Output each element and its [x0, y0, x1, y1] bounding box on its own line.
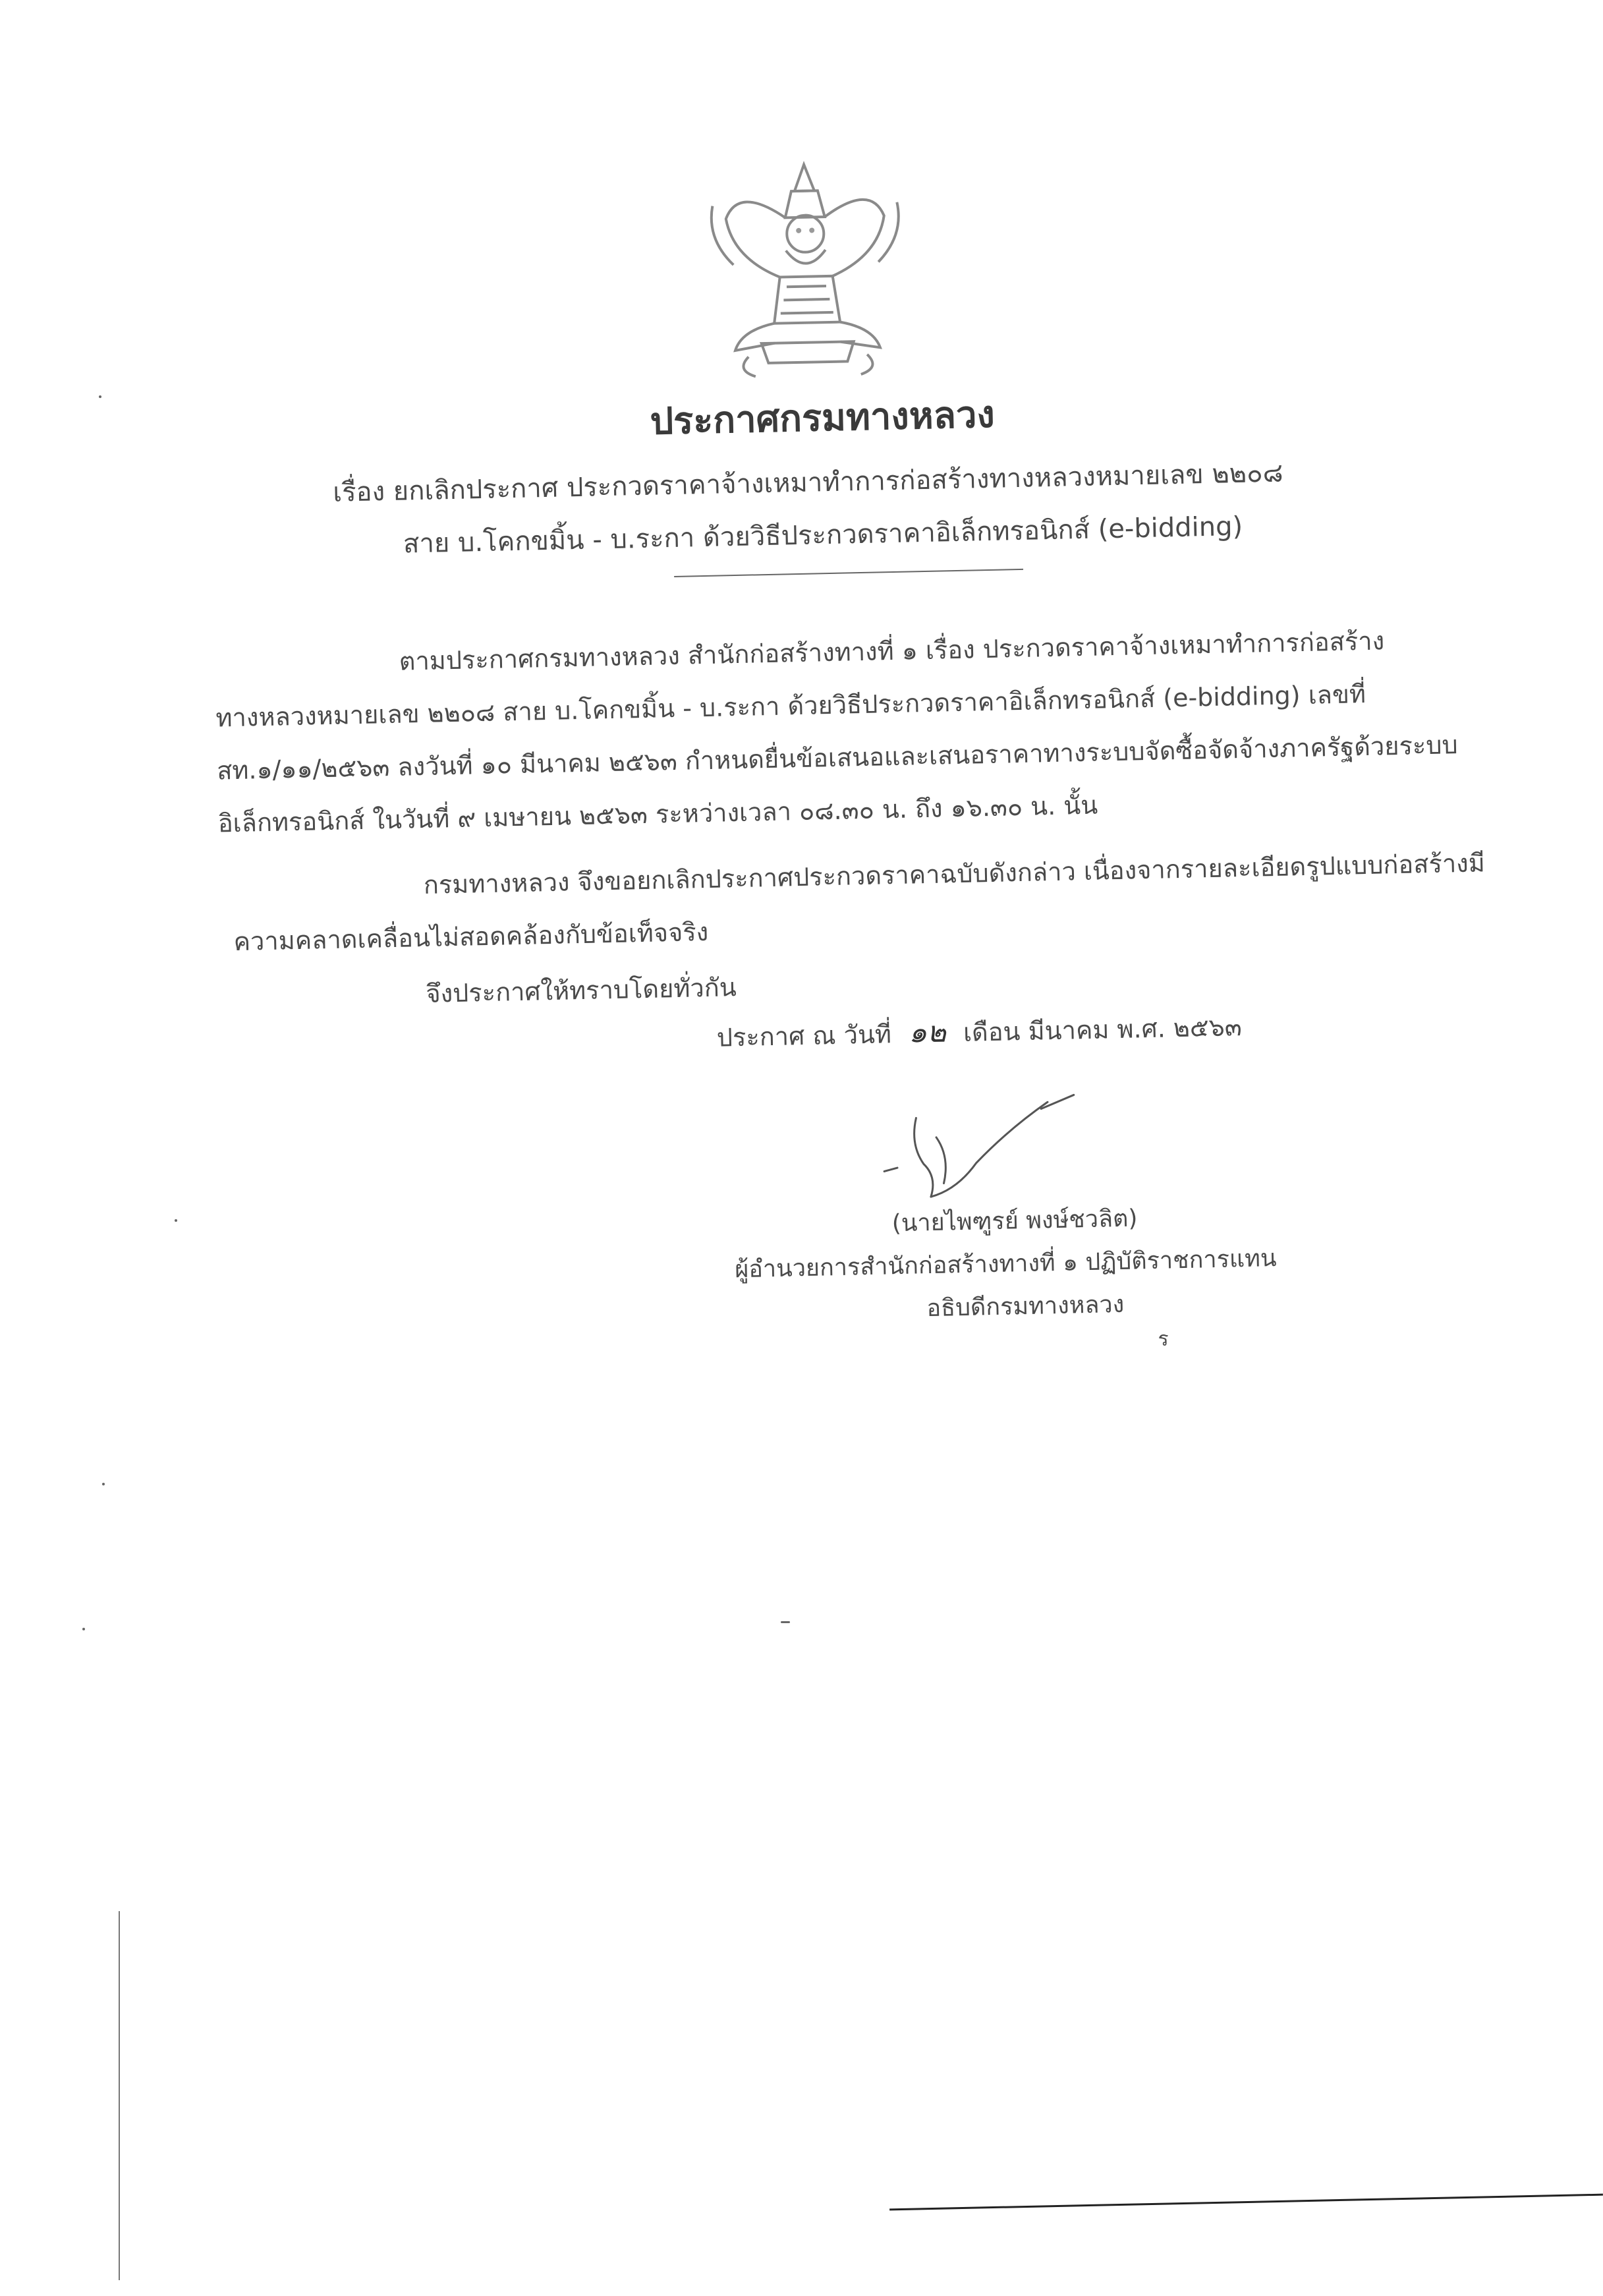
- date-day: ๑๒: [908, 1015, 947, 1050]
- signatory-name: (นายไพฑูรย์ พงษ์ชวลิต): [891, 1205, 1138, 1238]
- scan-speck: [102, 1483, 105, 1485]
- subject-line-2: สาย บ.โคกขมิ้น - บ.ระกา ด้วยวิธีประกวดราคาอิเล็กทรอนิกส์ (e-bidding): [403, 511, 1243, 560]
- signatory-position-2: อธิบดีกรมทางหลวง: [926, 1290, 1125, 1323]
- title-divider: [674, 569, 1023, 577]
- scan-speck: [781, 1621, 790, 1623]
- paragraph-1-line-3: สท.๑/๑๑/๒๕๖๓ ลงวันที่ ๑๐ มีนาคม ๒๕๖๓ กำหนดยื่นข้อเสนอและเสนอราคาทางระบบจัดซื้อจัดจ้างภาครัฐด้วยระบบ: [216, 730, 1459, 786]
- scan-edge-left: [119, 1911, 120, 2280]
- garuda-emblem: [685, 142, 927, 384]
- scan-speck: [99, 395, 101, 398]
- paragraph-1-line-2: ทางหลวงหมายเลข ๒๒๐๘ สาย บ.โคกขมิ้น - บ.ระกา ด้วยวิธีประกวดราคาอิเล็กทรอนิกส์ (e-bidding) เลขที่: [215, 679, 1366, 733]
- scan-speck: [82, 1628, 85, 1630]
- handwritten-mark: ร: [1158, 1327, 1169, 1351]
- paragraph-2-line-1: กรมทางหลวง จึงขอยกเลิกประกาศประกวดราคาฉบับดังกล่าว เนื่องจากรายละเอียดรูปแบบก่อสร้างมี: [423, 848, 1486, 900]
- document-title: ประกาศกรมทางหลวง: [649, 393, 996, 444]
- subject-line-1: เรื่อง ยกเลิกประกาศ ประกวดราคาจ้างเหมาทำการก่อสร้างทางหลวงหมายเลข ๒๒๐๘: [332, 457, 1283, 508]
- closing-statement: จึงประกาศให้ทราบโดยทั่วกัน: [425, 973, 737, 1008]
- scan-speck: [175, 1219, 177, 1222]
- paragraph-1-line-4: อิเล็กทรอนิกส์ ในวันที่ ๙ เมษายน ๒๕๖๓ ระหว่างเวลา ๐๘.๓๐ น. ถึง ๑๖.๓๐ น. นั้น: [217, 790, 1098, 838]
- paragraph-1-line-1: ตามประกาศกรมทางหลวง สำนักก่อสร้างทางที่ ๑ เรื่อง ประกวดราคาจ้างเหมาทำการก่อสร้าง: [399, 626, 1385, 676]
- date-month-year: เดือน มีนาคม พ.ศ. ๒๕๖๓: [963, 1012, 1243, 1047]
- signatory-position-1: ผู้อำนวยการสำนักก่อสร้างทางที่ ๑ ปฏิบัติราชการแทน: [734, 1245, 1277, 1284]
- paragraph-2-line-2: ความคลาดเคลื่อนไม่สอดคล้องกับข้อเท็จจริง: [233, 917, 709, 957]
- announcement-date: [716, 1002, 1242, 1060]
- date-prefix: ประกาศ ณ วันที่: [716, 1019, 892, 1052]
